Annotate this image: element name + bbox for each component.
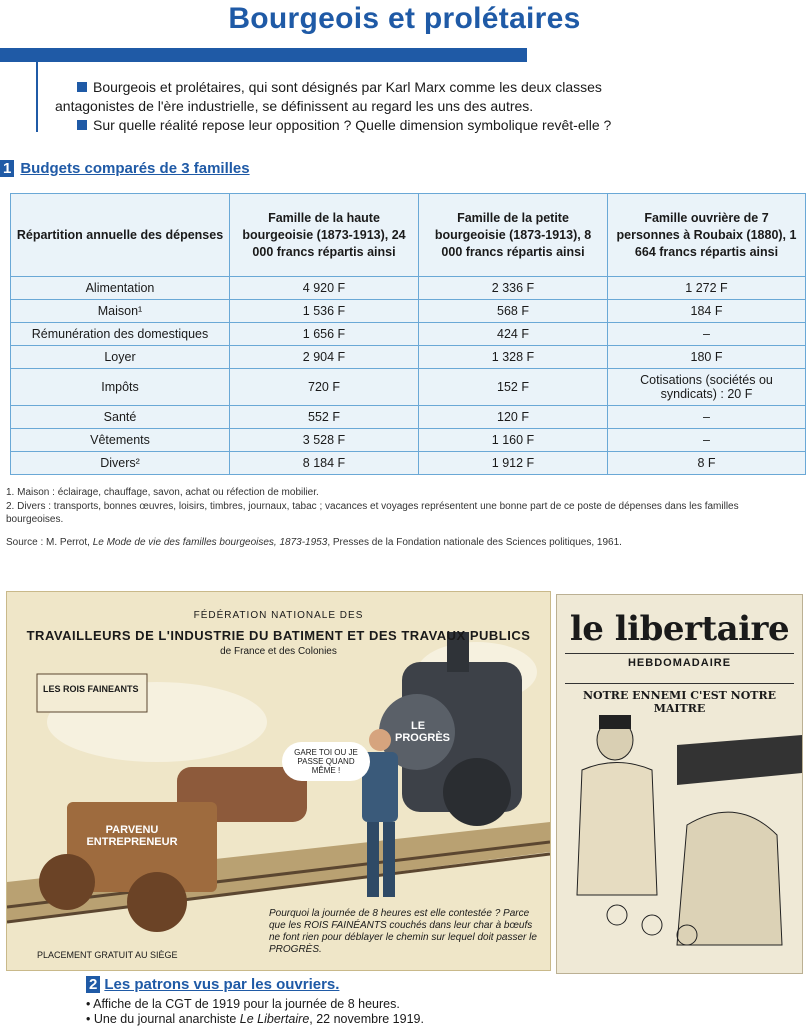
table-cell: 1 656 F <box>230 323 419 346</box>
table-cell: 552 F <box>230 406 419 429</box>
poster-sign-text: LES ROIS FAINEANTS <box>43 684 139 694</box>
table-cell: – <box>608 406 806 429</box>
table-cell: 1 912 F <box>419 452 608 475</box>
intro-p2-text: Sur quelle réalité repose leur opposition ? Quelle dimension symbolique revêt-elle ? <box>93 117 612 133</box>
intro-text <box>55 78 665 135</box>
table-header: Famille ouvrière de 7 personnes à Roubaix (1880), 1 664 francs répartis ainsi <box>608 194 806 277</box>
table-header: Famille de la petite bourgeoisie (1873-1913), 8 000 francs répartis ainsi <box>419 194 608 277</box>
table-row-label: Divers² <box>11 452 230 475</box>
table-row-label: Impôts <box>11 369 230 406</box>
table-cell: 184 F <box>608 300 806 323</box>
libertaire-front-page-image <box>556 594 803 974</box>
section-2-heading <box>86 976 339 993</box>
table-row <box>11 429 806 452</box>
table-cell: 2 336 F <box>419 277 608 300</box>
table-row <box>11 277 806 300</box>
poster-region-text: de France et des Colonies <box>220 646 337 657</box>
table-header-row <box>11 194 806 277</box>
newspaper-subtitle: HEBDOMADAIRE <box>627 657 732 669</box>
caption-item-2 <box>86 1012 424 1027</box>
table-row-label: Alimentation <box>11 277 230 300</box>
table-row <box>11 346 806 369</box>
table-cell: 568 F <box>419 300 608 323</box>
section-2-title: Les patrons vus par les ouvriers. <box>104 976 340 993</box>
title-rule <box>0 48 527 62</box>
source-citation <box>6 537 786 548</box>
table-header: Famille de la haute bourgeoisie (1873-1913), 24 000 francs répartis ainsi <box>230 194 419 277</box>
table-row-label: Maison¹ <box>11 300 230 323</box>
table-cell: 1 272 F <box>608 277 806 300</box>
table-row-label: Loyer <box>11 346 230 369</box>
table-row <box>11 406 806 429</box>
table-cell: 180 F <box>608 346 806 369</box>
table-cell: 1 328 F <box>419 346 608 369</box>
table-row-label: Vêtements <box>11 429 230 452</box>
table-cell: Cotisations (sociétés ou syndicats) : 20 F <box>608 369 806 406</box>
source-prefix: Source : M. Perrot, <box>6 537 93 548</box>
poster-caption: Pourquoi la journée de 8 heures est elle contestée ? Parce que les ROIS FAINÉANTS couchés dans leur char à bœufs ne font rien pour déblayer le chemin sur lequel doit passer le PROGRÈS. <box>269 908 537 955</box>
table-cell: 120 F <box>419 406 608 429</box>
section-2-number: 2 <box>86 976 100 993</box>
source-suffix: , Presses de la Fondation nationale des Sciences politiques, 1961. <box>327 537 622 548</box>
table-row-label: Rémunération des domestiques <box>11 323 230 346</box>
section-1-heading <box>0 160 250 177</box>
intro-sidebar-rule <box>36 62 38 132</box>
table-cell: 1 160 F <box>419 429 608 452</box>
caption-item-2-suffix: , 22 novembre 1919. <box>309 1012 424 1026</box>
table-cell: – <box>608 323 806 346</box>
section-1-number: 1 <box>0 160 14 177</box>
poster-federation-text: FÉDÉRATION NATIONALE DES <box>193 610 364 621</box>
newspaper-title: le libertaire <box>569 609 790 649</box>
table-row <box>11 300 806 323</box>
page-title: Bourgeois et prolétaires <box>228 2 581 35</box>
intro-p1-text: Bourgeois et prolétaires, qui sont désignés par Karl Marx comme les deux classes antagonistes de l'ère industrielle, se définissent au regard les uns des autres. <box>55 79 602 114</box>
budget-table <box>10 193 806 475</box>
table-cell: 1 536 F <box>230 300 419 323</box>
section-1-title: Budgets comparés de 3 familles <box>20 160 250 177</box>
caption-item-1: • Affiche de la CGT de 1919 pour la journée de 8 heures. <box>86 997 400 1011</box>
intro-paragraph-2 <box>55 116 665 135</box>
poster-speech-bubble: GARE TOI OU JE PASSE QUAND MÊME ! <box>282 742 370 781</box>
poster-cart-text: PARVENU ENTREPRENEUR <box>86 824 178 848</box>
poster-union-text: TRAVAILLEURS DE L'INDUSTRIE DU BATIMENT ET DES TRAVAUX PUBLICS <box>26 628 531 643</box>
poster-footer: PLACEMENT GRATUIT AU SIÈGE <box>37 950 178 960</box>
table-cell: 3 528 F <box>230 429 419 452</box>
table-row-label: Santé <box>11 406 230 429</box>
section-2-caption-list <box>86 997 424 1027</box>
table-cell: – <box>608 429 806 452</box>
table-cell: 8 F <box>608 452 806 475</box>
table-row <box>11 323 806 346</box>
table-row <box>11 452 806 475</box>
square-bullet-icon <box>77 120 87 130</box>
table-cell: 720 F <box>230 369 419 406</box>
newspaper-illustration <box>557 595 802 973</box>
table-cell: 152 F <box>419 369 608 406</box>
table-notes <box>6 486 746 527</box>
square-bullet-icon <box>77 82 87 92</box>
intro-paragraph-1 <box>55 78 665 116</box>
table-cell: 424 F <box>419 323 608 346</box>
note-2: 2. Divers : transports, bonnes œuvres, loisirs, timbres, journaux, tabac ; vacances et voyages représentent une bonne part de ce poste de dépenses dans les familles bourgeoises. <box>6 501 739 525</box>
cgt-poster-image <box>6 591 551 971</box>
table-cell: 4 920 F <box>230 277 419 300</box>
poster-locomotive-text: LE PROGRÈS <box>395 720 451 744</box>
source-title: Le Mode de vie des familles bourgeoises, 1873-1953 <box>92 537 328 548</box>
newspaper-headline: NOTRE ENNEMI C'EST NOTRE MAITRE <box>582 689 777 715</box>
note-1: 1. Maison : éclairage, chauffage, savon, achat ou réfection de mobilier. <box>6 487 319 498</box>
caption-item-2-title: Le Libertaire <box>239 1012 310 1026</box>
caption-item-2-prefix: • Une du journal anarchiste <box>86 1012 240 1026</box>
table-header: Répartition annuelle des dépenses <box>11 194 230 277</box>
table-cell: 2 904 F <box>230 346 419 369</box>
table-row <box>11 369 806 406</box>
table-cell: 8 184 F <box>230 452 419 475</box>
